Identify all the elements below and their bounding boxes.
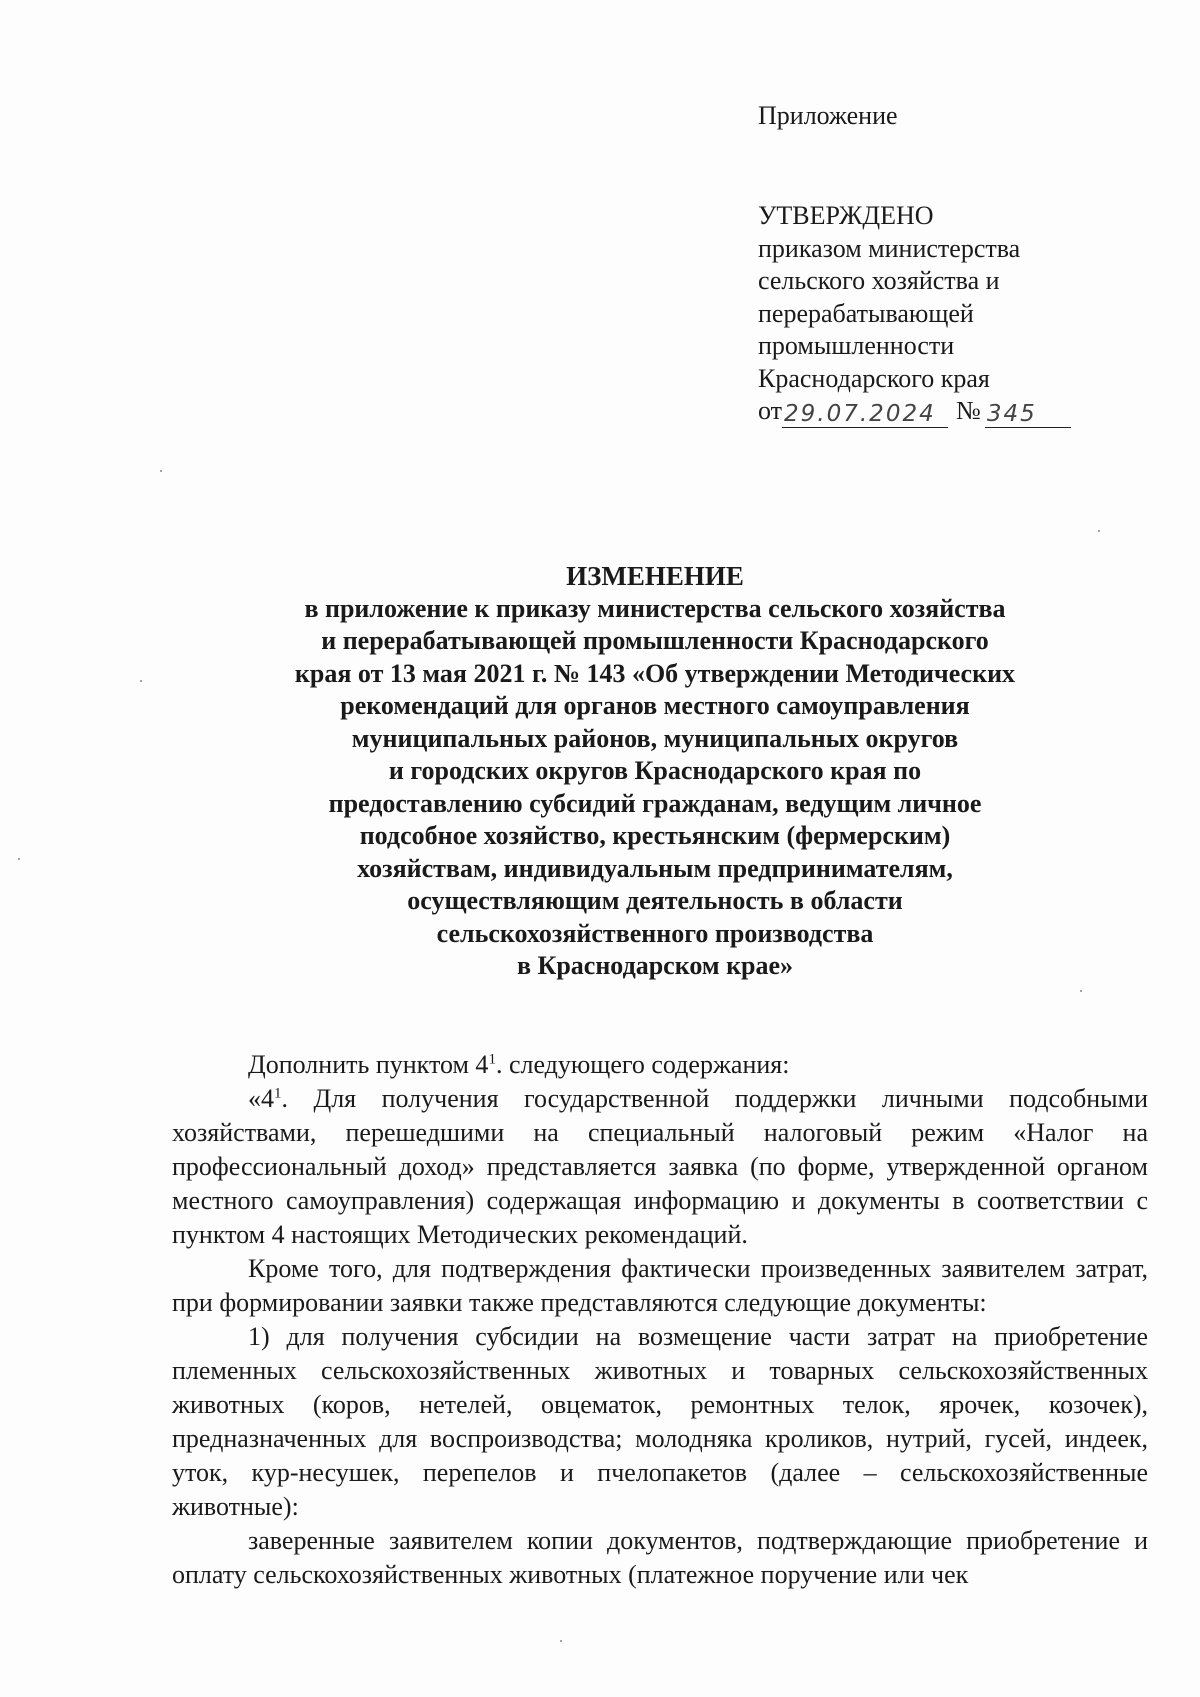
title-line: предоставлению субсидий гражданам, ведущим личное (328, 788, 982, 818)
scan-speck (18, 858, 20, 860)
title-line: рекомендаций для органов местного самоуправления (340, 691, 970, 720)
title-line: сельскохозяйственного производства (436, 918, 874, 948)
approval-block (758, 200, 1158, 428)
approval-line: приказом министерства (758, 233, 1021, 263)
document-title (200, 560, 1110, 983)
title-line: в приложение к приказу министерства сельского хозяйства (304, 593, 1006, 623)
number-label: № (956, 396, 981, 425)
scan-speck (140, 680, 142, 682)
title-line: подсобное хозяйство, крестьянским (фермерским) (359, 821, 951, 850)
paragraph (172, 1082, 1148, 1252)
superscript: 1 (274, 1085, 282, 1102)
title-line: и перерабатывающей промышленности Краснодарского (321, 626, 989, 655)
scan-speck (160, 470, 162, 472)
title-line: края от 13 мая 2021 г. № 143 «Об утверждении Методических (294, 658, 1016, 688)
handwritten-number: 345 (985, 401, 1071, 428)
paragraph-text: . следующего содержания: (495, 1050, 790, 1079)
paragraph-text: «4 (248, 1084, 274, 1113)
paragraph: 1) для получения субсидии на возмещение части затрат на приобретение племенных сельскохозяйственных животных и товарных сельскохозяйственных животных (коров, нетелей, овцематок, ремонтных телок, ярочек, козочек), предназначенных для воспроизводства; молодняка кроликов, нутрий, гусей, индеек, уток, кур-несушек, перепелов и пчелопакетов (далее – сельскохозяйственные животные): (172, 1322, 1148, 1521)
superscript: 1 (488, 1051, 496, 1068)
title-heading: ИЗМЕНЕНИЕ (566, 561, 744, 591)
title-line: и городских округов Краснодарского края по (388, 756, 922, 785)
from-label: от (758, 396, 783, 425)
title-line: муниципальных районов, муниципальных округов (351, 723, 959, 753)
approval-line: Краснодарского края (758, 363, 990, 393)
handwritten-date: 29.07.2024 (782, 401, 948, 428)
title-line: в Краснодарском крае» (516, 951, 794, 980)
approval-line: промышленности (758, 331, 955, 360)
scan-speck (1098, 530, 1100, 532)
appendix-label: Приложение (758, 101, 898, 130)
paragraph: Кроме того, для подтверждения фактически произведенных заявителем затрат, при формировании заявки также представляются следующие документы: (172, 1254, 1148, 1317)
title-line: хозяйствам, индивидуальным предпринимателям, (357, 853, 953, 883)
document-body (172, 1048, 1148, 1592)
order-date-number-line (758, 395, 1158, 428)
paragraph-text: . Для получения государственной поддержки личными подсобными хозяйствами, перешедшими на специальный налоговый режим «Налог на профессиональный доход» представляется заявка (по форме, утвержденной органом местного самоуправления) содержащая информацию и документы в соответствии с пунктом 4 настоящих Методических рекомендаций. (172, 1084, 1148, 1249)
paragraph (172, 1048, 1148, 1082)
scan-speck (1080, 990, 1082, 992)
paragraph-text: Дополнить пунктом 4 (248, 1050, 489, 1079)
approval-line: перерабатывающей (758, 298, 974, 328)
paragraph: заверенные заявителем копии документов, подтверждающие приобретение и оплату сельскохозяйственных животных (платежное поручение или чек (172, 1526, 1148, 1589)
title-line: осуществляющим деятельность в области (407, 886, 903, 915)
approved-label: УТВЕРЖДЕНО (758, 201, 934, 230)
scan-speck (560, 1640, 562, 1642)
approval-line: сельского хозяйства и (758, 266, 1000, 295)
